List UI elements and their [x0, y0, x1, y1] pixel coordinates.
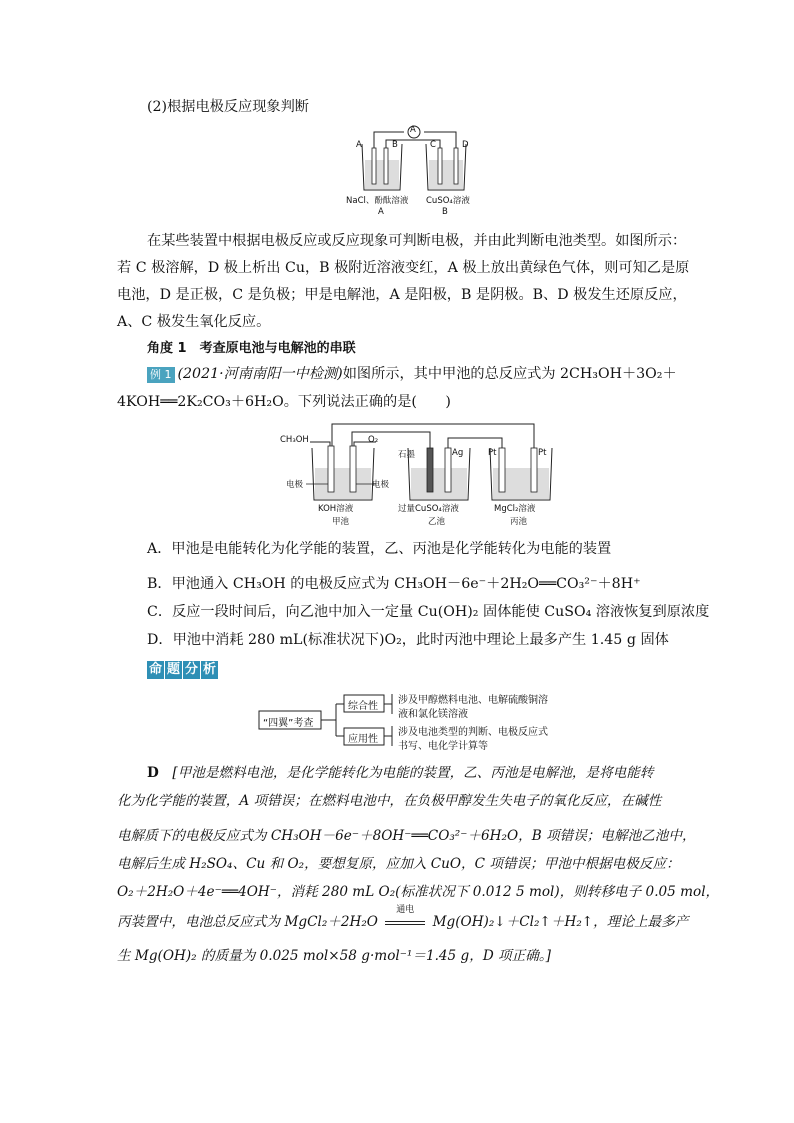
para1-line4: A、C 极发生氧化反应。: [117, 314, 271, 330]
option-b: B．甲池通入 CH₃OH 的电极反应式为 CH₃OH－6e⁻＋2H₂O══CO₃²⁻＋8H⁺: [147, 576, 641, 592]
o2-label: O₂: [368, 435, 379, 445]
equals-bar: [385, 921, 425, 925]
meter-label: A: [410, 125, 416, 135]
left-beaker-label: A: [378, 207, 384, 217]
analysis-band: [147, 658, 219, 679]
answer-line1: [147, 763, 653, 783]
section-heading: (2)根据电极反应现象判断: [147, 99, 309, 115]
diagram-branch-1: 综合性: [348, 701, 378, 712]
graphite-label: 石墨: [398, 450, 416, 460]
diagram-branch-2: 应用性: [348, 734, 378, 745]
pool1-name: 甲池: [332, 517, 350, 527]
figure-electrolysis-cells: [346, 122, 482, 222]
diagram-branch-1-text2: 液和氯化镁溶液: [398, 709, 468, 720]
left-solution-label: NaCl、酚酞溶液: [346, 196, 409, 206]
example-line2: 4KOH══2K₂CO₃＋6H₂O。下列说法正确的是( ): [117, 394, 451, 410]
answer-line2: 化为化学能的装置，A 项错误；在燃料电池中，在负极甲醇发生失电子的氧化反应，在碱性: [117, 793, 662, 809]
example-source: (2021·河南南阳一中检测): [177, 366, 343, 382]
diagram-root: “四翼”考查: [263, 718, 314, 729]
answer-line3: 电解质下的电极反应式为 CH₃OH－6e⁻＋8OH⁻══CO₃²⁻＋6H₂O，B 项错误；电解池乙池中，: [117, 828, 696, 844]
answer-letter: D: [147, 765, 159, 781]
pool1-solution: KOH溶液: [318, 504, 354, 514]
figure-1-drawing: [352, 122, 482, 222]
diagram-branch-2-text2: 书写、电化学计算等: [398, 741, 488, 752]
band-char-2: 题: [166, 662, 180, 677]
band-char-1: 命: [148, 662, 162, 677]
electrode-left-label: 电极: [286, 480, 304, 490]
angle-title: 角度 1 考查原电池与电解池的串联: [147, 341, 356, 356]
answer-text-6b: Mg(OH)₂↓＋Cl₂↑＋H₂↑，理论上最多产: [432, 914, 689, 930]
condition-label: 通电: [396, 905, 415, 915]
pool2-solution: 过量CuSO₄溶液: [398, 504, 459, 514]
pool3-solution: MgCl₂溶液: [494, 504, 536, 514]
para1-line2: 若 C 极溶解，D 极上析出 Cu，B 极附近溶液变红，A 极上放出黄绿色气体，则可知乙是原: [117, 260, 690, 276]
electrode-c-label: C: [430, 140, 436, 150]
example-line1: [147, 364, 677, 384]
electrode-d-label: D: [462, 140, 469, 150]
band-char-3: 分: [184, 662, 198, 677]
answer-line4: 电解后生成 H₂SO₄、Cu 和 O₂，要想复原，应加入 CuO，C 项错误；甲池中根据电极反应：: [117, 856, 680, 872]
answer-line7: 生 Mg(OH)₂ 的质量为 0.025 mol×58 g·mol⁻¹＝1.45 g，D 项正确。]: [117, 948, 551, 964]
option-c: C．反应一段时间后，向乙池中加入一定量 Cu(OH)₂ 固体能使 CuSO₄ 溶液恢复到原浓度: [147, 604, 710, 620]
right-beaker-label: B: [442, 207, 448, 217]
example-stem-1: 如图所示，其中甲池的总反应式为 2CH₃OH＋3O₂＋: [342, 366, 677, 382]
pt2-label: Pt: [538, 448, 547, 458]
right-solution-label: CuSO₄溶液: [426, 196, 470, 206]
para1-line3: 电池，D 是正极，C 是负极；甲是电解池，A 是阳极，B 是阴极。B、D 极发生还原反应，: [117, 287, 687, 303]
option-d: D．甲池中消耗 280 mL(标准状况下)O₂，此时丙池中理论上最多产生 1.45 g 固体: [147, 632, 669, 648]
electrode-b-label: B: [392, 140, 398, 150]
answer-line5: O₂＋2H₂O＋4e⁻══4OH⁻，消耗 280 mL O₂(标准状况下 0.012 5 mol)，则转移电子 0.05 mol，: [117, 884, 720, 900]
ch3oh-label: CH₃OH: [280, 435, 309, 445]
answer-text-6a: 丙装置中，电池总反应式为 MgCl₂＋2H₂O: [117, 914, 378, 930]
pt1-label: Pt: [488, 448, 497, 458]
option-a: A．甲池是电能转化为化学能的装置，乙、丙池是化学能转化为电能的装置: [147, 541, 612, 557]
para1-line1: 在某些装置中根据电极反应或反应现象可判断电极，并由此判断电池类型。如图所示：: [147, 233, 687, 249]
electrode-a-label: A: [356, 140, 362, 150]
pool2-name: 乙池: [428, 517, 446, 527]
ag-label: Ag: [452, 448, 464, 458]
electrolysis-condition: [382, 905, 428, 932]
answer-line6: [117, 905, 689, 932]
diagram-branch-1-text1: 涉及甲醇燃料电池、电解硫酸铜溶: [398, 695, 548, 706]
diagram-branch-2-text1: 涉及电池类型的判断、电极反应式: [398, 727, 548, 738]
four-wing-diagram: [258, 692, 568, 750]
example-tag: 例 1: [147, 367, 175, 383]
pool3-name: 丙池: [510, 517, 528, 527]
answer-text-1: [甲池是燃料电池，是化学能转化为电能的装置，乙、丙池是电解池，是将电能转: [172, 765, 654, 781]
band-char-4: 析: [202, 662, 216, 677]
figure-series-cells: [272, 418, 562, 530]
electrode-right-label: 电极: [372, 480, 390, 490]
